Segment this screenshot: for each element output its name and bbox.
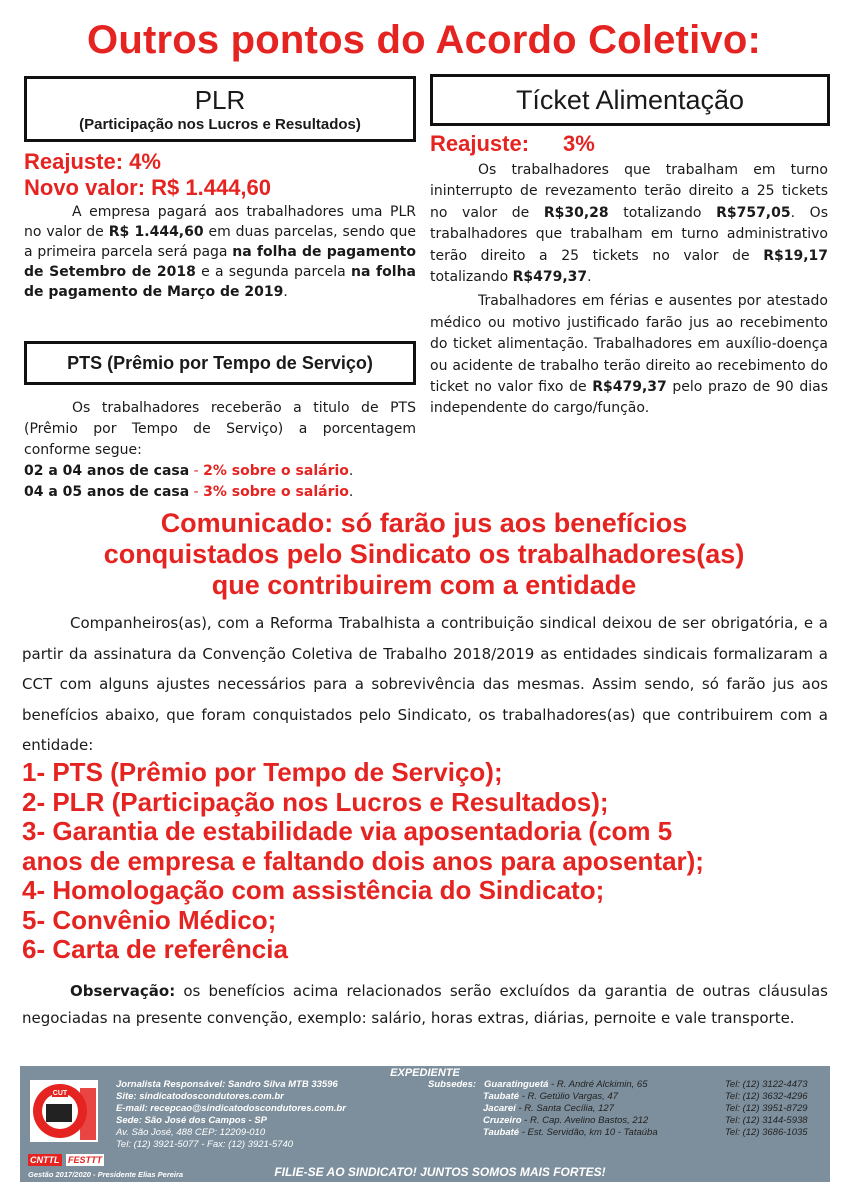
ticket-p1-d: R$757,05 — [716, 204, 791, 221]
footer-email: E-mail: recepcao@sindicatodoscondutores.com.br — [116, 1103, 346, 1114]
list-item: 3- Garantia de estabilidade via aposentadoria (com 5 — [22, 816, 673, 846]
plr-value: R$ 1.444,60 — [108, 224, 204, 240]
ticket-p2-a: Trabalhadores em férias e ausentes por atestado médico ou motivo justificado farão jus ao recebimento do ticket alimentação. Trabalhadores em auxílio-doença ou acidente de trabalho terão direito ao recebimento do ticket no valor fixo de — [430, 293, 828, 396]
subsede-city: Guaratinguetá — [484, 1079, 549, 1090]
ticket-p2-b: R$479,37 — [592, 379, 667, 396]
plr-second-parcel: na folha de pagamento de Março de 2019 — [24, 264, 416, 300]
ticket-p1-a: Os trabalhadores que trabalham em turno ininterrupto de revezamento terão direito a 25 tickets no valor de — [430, 162, 828, 221]
observacao — [22, 978, 828, 1032]
cnttl-logo: CNTTL — [30, 1155, 60, 1165]
subsede-address: - R. Santa Cecília, 127 — [515, 1103, 614, 1114]
pts-row-1 — [24, 461, 416, 482]
subsede-city: Cruzeiro — [483, 1115, 522, 1126]
ticket-p1-e: . Os trabalhadores que trabalham em turno administrativo terão direito a 25 tickets no valor de — [430, 204, 828, 264]
pts-row-2-value: 3% sobre o salário — [203, 484, 349, 500]
subsede-city: Taubaté — [483, 1091, 520, 1102]
list-item: 1- PTS (Prêmio por Tempo de Serviço); — [22, 757, 503, 787]
subsede-row — [483, 1091, 618, 1103]
plr-text-a: A empresa pagará aos trabalhadores uma PLR no valor de — [24, 204, 416, 240]
footer-phone: Tel: (12) 3921-5077 - Fax: (12) 3921-5740 — [116, 1139, 294, 1150]
footer-gestao: Gestão 2017/2020 - Presidente Elias Pereira — [28, 1170, 184, 1179]
ticket-paragraph-1 — [430, 160, 828, 288]
ticket-reajuste-label: Reajuste: — [430, 131, 530, 156]
page-title: Outros pontos do Acordo Coletivo: — [87, 18, 761, 62]
subsede-address: - R. Cap. Avelino Bastos, 212 — [521, 1115, 649, 1126]
ticket-p1-f: R$19,17 — [763, 247, 828, 264]
footer-address: Av. São José, 488 CEP: 12209-010 — [116, 1127, 266, 1138]
pts-row-1-value: 2% sobre o salário — [203, 463, 349, 479]
ticket-paragraph-2 — [430, 291, 828, 419]
observacao-label: Observação: — [70, 982, 176, 1000]
cut-logo-text: CUT — [52, 1090, 68, 1097]
subsede-phone: Tel: (12) 3144-5938 — [725, 1115, 808, 1126]
cut-logo-icon — [30, 1080, 98, 1142]
benefits-list — [22, 758, 842, 965]
pts-heading: PTS (Prêmio por Tempo de Serviço) — [67, 353, 373, 373]
footer-slogan: FILIE-SE AO SINDICATO! JUNTOS SOMOS MAIS FORTES! — [274, 1165, 606, 1179]
ticket-heading: Tícket Alimentação — [515, 85, 745, 115]
comunicado-line-2: conquistados pelo Sindicato os trabalhadores(as) — [103, 539, 745, 569]
festtt-logo: FESTTT — [67, 1155, 102, 1165]
list-item: 5- Convênio Médico; — [22, 904, 277, 935]
ticket-p1-g: totalizando — [430, 269, 513, 286]
pts-row-2 — [24, 482, 416, 503]
plr-subheading: (Participação nos Lucros e Resultados) — [79, 116, 361, 133]
subsede-row — [484, 1079, 647, 1091]
observacao-text: os benefícios acima relacionados serão excluídos da garantia de outras cláusulas negociadas na presente convenção, exemplo: salário, horas extras, diárias, pernoite e vale transporte. — [22, 982, 828, 1027]
list-item: 6- Carta de referência — [22, 934, 288, 964]
ticket-p2-c: pelo prazo de 90 dias independente do cargo/função. — [430, 379, 828, 417]
ticket-p1-i: . — [587, 269, 592, 286]
plr-first-parcel: na folha de pagamento de Setembro de 2018 — [24, 244, 416, 280]
list-item: anos de empresa e faltando dois anos para aposentar); — [22, 845, 704, 876]
plr-description — [24, 202, 416, 302]
subsede-address: - R. Getúlio Vargas, 47 — [519, 1091, 618, 1102]
subsede-city: Taubaté — [483, 1127, 520, 1138]
subsede-city: Jacareí — [483, 1103, 516, 1114]
plr-text-end: . — [283, 284, 288, 300]
comunicado-intro — [22, 608, 828, 761]
pts-text: Os trabalhadores receberão a titulo de PTS (Prêmio por Tempo de Serviço) a porcentagem conforme segue: — [24, 400, 416, 458]
subsede-row — [483, 1103, 614, 1115]
plr-text-c: em duas parcelas, sendo que a primeira parcela será paga — [24, 224, 416, 260]
ticket-reajuste — [430, 132, 595, 156]
footer-expediente — [20, 1066, 830, 1182]
comunicado-line-1: Comunicado: só farão jus aos benefícios — [160, 508, 688, 538]
ticket-p1-c: totalizando — [608, 204, 717, 221]
subsede-phone: Tel: (12) 3632-4296 — [725, 1091, 808, 1102]
ticket-reajuste-value: 3% — [563, 131, 595, 156]
subsede-address: - R. André Alckimin, 65 — [548, 1079, 648, 1090]
footer-journalist: Jornalista Responsável: Sandro Silva MTB 33596 — [116, 1079, 338, 1090]
pts-description — [24, 398, 416, 503]
comunicado-heading — [0, 508, 848, 601]
list-item: 2- PLR (Participação nos Lucros e Resultados); — [22, 786, 609, 817]
subsede-row — [483, 1115, 648, 1127]
pts-row-2-label: 04 a 05 anos de casa — [24, 484, 190, 500]
footer-site: Site: sindicatodoscondutores.com.br — [116, 1091, 284, 1102]
pts-row-1-label: 02 a 04 anos de casa — [24, 463, 190, 479]
plr-heading-box — [24, 76, 416, 142]
subsede-phone: Tel: (12) 3951-8729 — [725, 1103, 808, 1114]
ticket-p1-b: R$30,28 — [543, 204, 609, 221]
subsede-phone: Tel: (12) 3686-1035 — [725, 1127, 808, 1138]
pts-row-1-sep: - — [189, 463, 204, 479]
subsedes-label: Subsedes: — [428, 1079, 477, 1090]
ticket-p1-h: R$479,37 — [512, 269, 588, 286]
expediente-title: EXPEDIENTE — [390, 1067, 460, 1079]
pts-heading-box — [24, 341, 416, 385]
subsede-row — [483, 1127, 658, 1139]
cut-logo — [30, 1080, 98, 1142]
footer-sede: Sede: São José dos Campos - SP — [116, 1115, 267, 1126]
plr-novo-valor: Novo valor: R$ 1.444,60 — [24, 175, 272, 200]
pts-row-2-sep: - — [189, 484, 204, 500]
list-item: 4- Homologação com assistência do Sindicato; — [22, 875, 605, 905]
subsede-phone: Tel: (12) 3122-4473 — [725, 1079, 808, 1090]
subsede-address: - Est. Servidão, km 10 - Tataúba — [519, 1127, 658, 1138]
ticket-description — [430, 160, 828, 420]
pts-row-1-end: . — [348, 463, 354, 479]
comunicado-line-3: que contribuirem com a entidade — [211, 570, 637, 600]
comunicado-intro-text: Companheiros(as), com a Reforma Trabalhista a contribuição sindical deixou de ser obrigatória, e a partir da assinatura da Convenção Coletiva de Trabalho 2018/2019 as entidades sindicais formalizaram a CCT com alguns ajustes necessários para a sobrevivência das mesmas. Assim sendo, só farão jus aos benefícios abaixo, que foram conquistados pelo Sindicato, os trabalhadores(as) que contribuirem com a entidade: — [22, 614, 828, 754]
pts-row-2-end: . — [348, 484, 354, 500]
ticket-heading-box — [430, 74, 830, 126]
plr-reajuste: Reajuste: 4% — [24, 149, 161, 174]
plr-heading: PLR — [194, 85, 246, 115]
plr-text-e: e a segunda parcela — [195, 264, 351, 280]
